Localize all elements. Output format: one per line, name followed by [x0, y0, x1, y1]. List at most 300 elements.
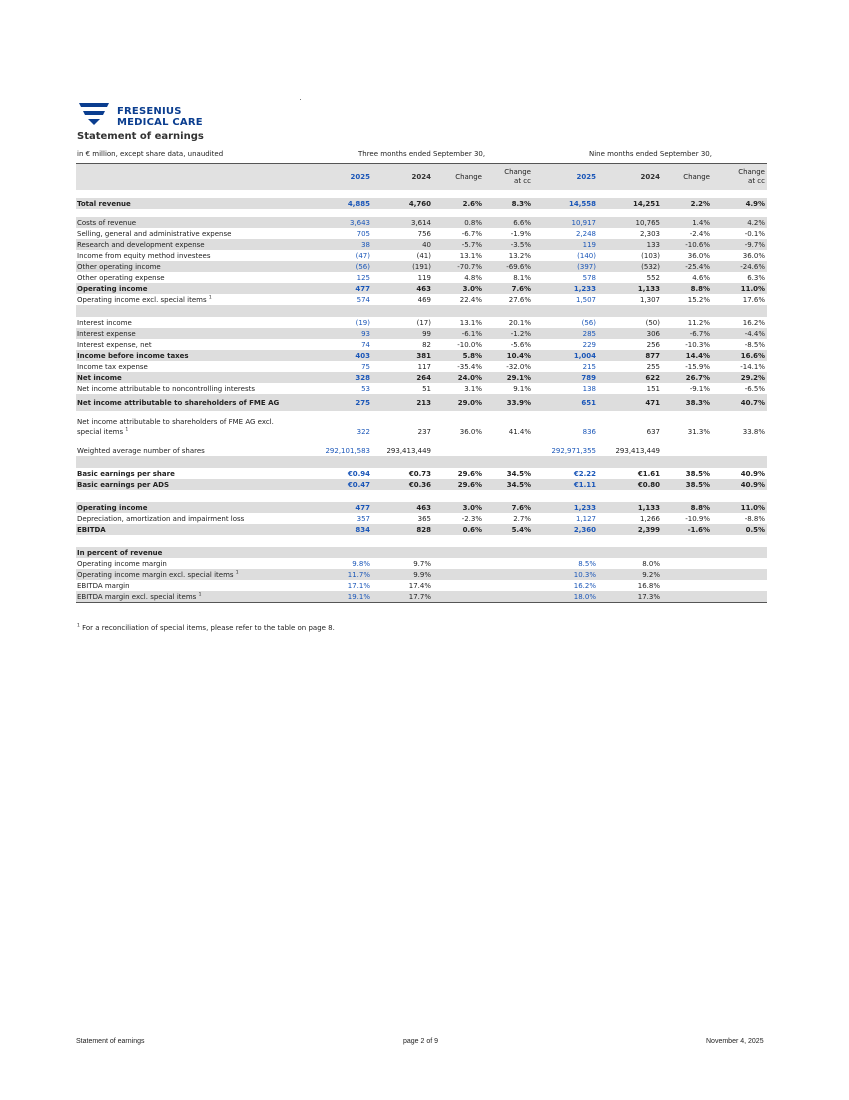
cell: 1,133 — [598, 502, 662, 513]
table-row — [76, 383, 767, 394]
cell — [712, 445, 767, 456]
cell: 13.1% — [459, 318, 482, 327]
cell: -10.6% — [662, 239, 712, 250]
cell — [662, 558, 712, 569]
cell: 328 — [296, 372, 372, 383]
cell: 8.1% — [513, 273, 531, 282]
cell: 17.3% — [598, 591, 662, 603]
cell: (41) — [416, 251, 431, 260]
col-2025-q: 2025 — [296, 164, 372, 191]
cell: 229 — [582, 340, 596, 349]
cell: 578 — [582, 273, 596, 282]
table-row — [76, 272, 767, 283]
cell: 1,233 — [533, 283, 598, 294]
cell: (47) — [355, 251, 370, 260]
row-label: Net income — [76, 372, 296, 383]
row-label: Research and development expense — [76, 239, 296, 250]
cell: 4.6% — [692, 273, 710, 282]
company-logo — [78, 102, 278, 130]
cell: 1,233 — [533, 502, 598, 513]
cell: 9.1% — [513, 384, 531, 393]
footer-page-number: page 2 of 9 — [403, 1038, 439, 1045]
cell: 293,413,449 — [386, 446, 431, 455]
cell: 5.8% — [433, 350, 484, 361]
cell: 3.1% — [464, 384, 482, 393]
cell: 29.6% — [433, 479, 484, 490]
cell: 2,399 — [598, 524, 662, 535]
cell: 33.8% — [742, 428, 765, 436]
cell — [433, 580, 484, 591]
cell: 22.4% — [459, 295, 482, 304]
cell — [484, 558, 533, 569]
cell: 7.6% — [484, 283, 533, 294]
cell: 36.0% — [687, 251, 710, 260]
footnote-marker: 1 — [77, 623, 80, 629]
cell: (17) — [416, 318, 431, 327]
cell: -5.6% — [510, 340, 531, 349]
cell: 33.9% — [484, 394, 533, 411]
cell: €0.73 — [408, 469, 431, 478]
cell: 34.5% — [506, 469, 531, 478]
cell: 2,360 — [533, 524, 598, 535]
row-label: Operating income margin — [77, 559, 167, 568]
cell: 2,303 — [639, 229, 660, 238]
cell: -6.7% — [662, 328, 712, 339]
cell: 2,248 — [575, 229, 596, 238]
cell: 29.2% — [712, 372, 767, 383]
cell: 8.8% — [662, 502, 712, 513]
cell: 9.9% — [372, 569, 433, 580]
cell — [433, 569, 484, 580]
cell: 6.3% — [747, 273, 765, 282]
cell: 9.2% — [598, 569, 662, 580]
col-change-q: Change — [433, 164, 484, 191]
table-row — [76, 445, 767, 456]
cell: 34.5% — [484, 479, 533, 490]
cell: 9.7% — [413, 559, 431, 568]
cell: 471 — [598, 394, 662, 411]
cell: 41.4% — [508, 428, 531, 436]
cell: 264 — [372, 372, 433, 383]
cell: (56) — [296, 261, 372, 272]
cell: 3,643 — [296, 217, 372, 228]
cell: 215 — [582, 362, 596, 371]
cell: -70.7% — [433, 261, 484, 272]
cell: 11.2% — [687, 318, 710, 327]
cell: 237 — [417, 428, 431, 436]
cell — [296, 547, 372, 558]
logo-mark-icon — [78, 102, 110, 128]
cell: 17.4% — [408, 581, 431, 590]
row-label: Weighted average number of shares — [77, 446, 205, 455]
cell: 1,004 — [533, 350, 598, 361]
cell: 469 — [417, 295, 431, 304]
row-label: Basic earnings per ADS — [76, 479, 296, 490]
footnote-ref: 1 — [198, 592, 202, 598]
cell: 2.2% — [662, 198, 712, 209]
table-row — [76, 198, 767, 209]
cell: 8.0% — [642, 559, 660, 568]
cell: 14,558 — [533, 198, 598, 209]
cell: 15.2% — [687, 295, 710, 304]
cell: €0.80 — [598, 479, 662, 490]
cell: 3.0% — [433, 502, 484, 513]
row-label: EBITDA margin — [77, 581, 130, 590]
table-row — [76, 394, 767, 411]
cell: 119 — [533, 239, 598, 250]
row-label: Operating income excl. special items $^1$ — [77, 295, 212, 304]
cell: €2.22 — [573, 469, 596, 478]
cell: -0.1% — [744, 229, 765, 238]
cell: 36.0% — [459, 428, 482, 436]
cell: -4.4% — [712, 328, 767, 339]
cell: 13.2% — [508, 251, 531, 260]
cell: -10.9% — [685, 514, 710, 523]
cell: 19.1% — [296, 591, 372, 603]
cell: 292,101,583 — [325, 446, 370, 455]
cell: 463 — [372, 283, 433, 294]
cell: 2.7% — [513, 514, 531, 523]
table-row — [76, 547, 767, 558]
cell: 1,307 — [639, 295, 660, 304]
table-row — [76, 569, 767, 580]
cell: 10.4% — [484, 350, 533, 361]
cell: 705 — [356, 229, 370, 238]
cell: 75 — [361, 362, 370, 371]
logo-line-2: MEDICAL CARE — [117, 117, 203, 128]
table-row — [76, 513, 767, 524]
row-label: Interest income — [77, 318, 132, 327]
cell — [372, 547, 433, 558]
units-note: in € million, except share data, unaudited — [77, 150, 224, 158]
cell: 99 — [372, 328, 433, 339]
row-label: Net income attributable to shareholders of FME AG — [76, 394, 296, 411]
table-row — [76, 250, 767, 261]
cell — [662, 591, 712, 603]
cell — [484, 591, 533, 603]
cell: 834 — [296, 524, 372, 535]
table-row — [76, 591, 767, 603]
row-label: Income from equity method investees — [77, 251, 211, 260]
cell: 255 — [646, 362, 660, 371]
row-label: In percent of revenue — [76, 547, 296, 558]
row-label: Income tax expense — [77, 362, 148, 371]
cell: €1.61 — [637, 469, 660, 478]
cell — [433, 445, 484, 456]
cell: 29.0% — [433, 394, 484, 411]
cell: 213 — [372, 394, 433, 411]
cell: 381 — [372, 350, 433, 361]
cell: 403 — [296, 350, 372, 361]
cell: 0.8% — [433, 217, 484, 228]
cell — [662, 445, 712, 456]
table-row — [76, 502, 767, 513]
logo-line-1: FRESENIUS — [117, 106, 182, 117]
cell: -25.4% — [662, 261, 712, 272]
footnote-text: For a reconciliation of special items, please refer to the table on page 8. — [82, 624, 335, 632]
cell — [712, 547, 767, 558]
cell: 38.5% — [685, 469, 710, 478]
cell: 40.7% — [712, 394, 767, 411]
cell: 285 — [533, 328, 598, 339]
cell: -1.9% — [510, 229, 531, 238]
cell — [712, 558, 767, 569]
cell: 117 — [417, 362, 431, 371]
table-row — [76, 524, 767, 535]
cell: €0.47 — [296, 479, 372, 490]
row-label: EBITDA margin excl. special items $^1$ — [76, 591, 296, 603]
cell: 1.4% — [662, 217, 712, 228]
earnings-table — [76, 163, 767, 603]
row-label: Other operating expense — [77, 273, 165, 282]
cell — [662, 569, 712, 580]
cell: 2.6% — [433, 198, 484, 209]
three-months-header: Three months ended September 30, — [358, 150, 486, 158]
table-row — [76, 361, 767, 372]
cell: 322 — [356, 428, 370, 436]
table-row — [76, 283, 767, 294]
cell: -6.7% — [461, 229, 482, 238]
col-change-cc-q: Change at cc — [484, 164, 533, 191]
cell: (56) — [581, 318, 596, 327]
cell: 8.3% — [484, 198, 533, 209]
row-label: Basic earnings per share — [77, 469, 175, 478]
cell: (19) — [355, 318, 370, 327]
cell: 14.4% — [662, 350, 712, 361]
table-row — [76, 558, 767, 569]
cell: 17.7% — [372, 591, 433, 603]
cell: 357 — [356, 514, 370, 523]
cell — [433, 547, 484, 558]
cell: 0.5% — [712, 524, 767, 535]
footnote-ref: 1 — [235, 570, 239, 576]
cell: 1,133 — [598, 283, 662, 294]
cell — [598, 547, 662, 558]
row-label: Costs of revenue — [76, 217, 296, 228]
cell — [712, 569, 767, 580]
cell: 8.8% — [662, 283, 712, 294]
cell: 11.0% — [712, 502, 767, 513]
cell: 1,266 — [639, 514, 660, 523]
table-row — [76, 411, 767, 437]
cell: -10.0% — [457, 340, 482, 349]
cell: 24.0% — [433, 372, 484, 383]
cell: 3.0% — [433, 283, 484, 294]
cell: (191) — [372, 261, 433, 272]
cell: 7.6% — [484, 502, 533, 513]
cell — [662, 580, 712, 591]
cell: 477 — [296, 283, 372, 294]
cell: -1.2% — [484, 328, 533, 339]
cell: -6.5% — [744, 384, 765, 393]
cell: 16.6% — [712, 350, 767, 361]
cell: €0.36 — [372, 479, 433, 490]
table-row — [76, 372, 767, 383]
cell: 4.9% — [712, 198, 767, 209]
cell: 4,760 — [372, 198, 433, 209]
row-label: Operating income — [76, 283, 296, 294]
cell — [484, 580, 533, 591]
table-row — [76, 317, 767, 328]
cell: 651 — [533, 394, 598, 411]
cell: 17.6% — [742, 295, 765, 304]
cell: -24.6% — [712, 261, 767, 272]
table-row — [76, 479, 767, 490]
cell: 40.9% — [740, 469, 765, 478]
cell: 26.7% — [662, 372, 712, 383]
cell: 0.6% — [433, 524, 484, 535]
cell: -8.8% — [744, 514, 765, 523]
cell: 36.0% — [742, 251, 765, 260]
footnote-ref: 1 — [208, 295, 212, 301]
cell — [433, 558, 484, 569]
footnote — [77, 624, 335, 632]
cell: €0.94 — [347, 469, 370, 478]
cell — [484, 547, 533, 558]
cell: -6.1% — [433, 328, 484, 339]
table-row — [76, 217, 767, 228]
cell: 622 — [598, 372, 662, 383]
cell: 10,917 — [533, 217, 598, 228]
cell: 8.5% — [578, 559, 596, 568]
table-row — [76, 294, 767, 305]
row-label: EBITDA — [76, 524, 296, 535]
table-row — [76, 228, 767, 239]
cell: 6.6% — [484, 217, 533, 228]
cell: -32.0% — [506, 362, 531, 371]
row-label: Interest expense — [76, 328, 296, 339]
cell: 4.2% — [712, 217, 767, 228]
cell: 477 — [296, 502, 372, 513]
cell: (140) — [577, 251, 596, 260]
cell: -69.6% — [484, 261, 533, 272]
cell: 29.1% — [484, 372, 533, 383]
cell — [484, 569, 533, 580]
row-label: Interest expense, net — [77, 340, 152, 349]
cell: 552 — [646, 273, 660, 282]
cell: 18.0% — [533, 591, 598, 603]
cell: 574 — [356, 295, 370, 304]
page-title: Statement of earnings — [77, 131, 204, 142]
row-label: Operating income — [76, 502, 296, 513]
col-change-cc-9m: Change at cc — [712, 164, 767, 191]
cell: 82 — [422, 340, 431, 349]
cell: 1,127 — [575, 514, 596, 523]
cell: 5.4% — [484, 524, 533, 535]
row-label: Selling, general and administrative expense — [77, 229, 232, 238]
cell: 38.3% — [662, 394, 712, 411]
cell: 16.2% — [573, 581, 596, 590]
cell — [712, 591, 767, 603]
cell: -2.4% — [689, 229, 710, 238]
footer-date: November 4, 2025 — [706, 1038, 764, 1045]
cell: 16.2% — [742, 318, 765, 327]
cell: 74 — [361, 340, 370, 349]
cell: 637 — [646, 428, 660, 436]
cell: 13.1% — [459, 251, 482, 260]
footnote-ref: 1 — [125, 427, 129, 433]
cell: 133 — [598, 239, 662, 250]
cell — [484, 445, 533, 456]
cell: 53 — [361, 384, 370, 393]
cell: 828 — [372, 524, 433, 535]
cell: 256 — [646, 340, 660, 349]
cell: 51 — [422, 384, 431, 393]
cell: 29.6% — [457, 469, 482, 478]
cell — [712, 580, 767, 591]
row-label: Net income attributable to noncontrolling interests — [77, 384, 255, 393]
cell: 31.3% — [687, 428, 710, 436]
cell: 40 — [372, 239, 433, 250]
cell: -14.1% — [740, 362, 765, 371]
table-row — [76, 328, 767, 339]
cell: 4.8% — [464, 273, 482, 282]
cell: 119 — [417, 273, 431, 282]
cell: -35.4% — [457, 362, 482, 371]
cell: 10,765 — [598, 217, 662, 228]
cell: 40.9% — [712, 479, 767, 490]
cell: 293,413,449 — [615, 446, 660, 455]
table-row — [76, 261, 767, 272]
col-2025-9m: 2025 — [533, 164, 598, 191]
cell: 463 — [372, 502, 433, 513]
cell: 789 — [533, 372, 598, 383]
cell: 3,614 — [372, 217, 433, 228]
cell: 4,885 — [296, 198, 372, 209]
cell: -10.3% — [685, 340, 710, 349]
cell: (103) — [641, 251, 660, 260]
cell: 125 — [356, 273, 370, 282]
table-row — [76, 350, 767, 361]
row-label: Net income attributable to shareholders of FME AG excl. special items $^1$ — [77, 418, 274, 436]
footer-left: Statement of earnings — [76, 1038, 145, 1045]
cell: 10.3% — [533, 569, 598, 580]
cell: 756 — [417, 229, 431, 238]
cell: 365 — [417, 514, 431, 523]
stray-mark — [300, 99, 301, 100]
table-row — [76, 239, 767, 250]
cell: 138 — [582, 384, 596, 393]
row-label: Other operating income — [76, 261, 296, 272]
cell: (397) — [533, 261, 598, 272]
cell: 1,507 — [575, 295, 596, 304]
col-2024-q: 2024 — [372, 164, 433, 191]
col-change-9m: Change — [662, 164, 712, 191]
cell: 11.7% — [296, 569, 372, 580]
cell — [533, 547, 598, 558]
cell — [433, 591, 484, 603]
table-row — [76, 468, 767, 479]
cell: -2.3% — [461, 514, 482, 523]
cell: 38 — [296, 239, 372, 250]
cell: 275 — [296, 394, 372, 411]
cell: 27.6% — [508, 295, 531, 304]
row-label: Depreciation, amortization and impairment loss — [77, 514, 245, 523]
cell: -15.9% — [685, 362, 710, 371]
cell: (532) — [598, 261, 662, 272]
row-label: Total revenue — [76, 198, 296, 209]
cell: -9.1% — [689, 384, 710, 393]
cell: (50) — [645, 318, 660, 327]
table-row — [76, 580, 767, 591]
nine-months-header: Nine months ended September 30, — [589, 150, 712, 158]
cell: 16.8% — [637, 581, 660, 590]
cell — [662, 547, 712, 558]
cell: -9.7% — [712, 239, 767, 250]
cell: -1.6% — [662, 524, 712, 535]
cell: -5.7% — [433, 239, 484, 250]
cell: 93 — [296, 328, 372, 339]
